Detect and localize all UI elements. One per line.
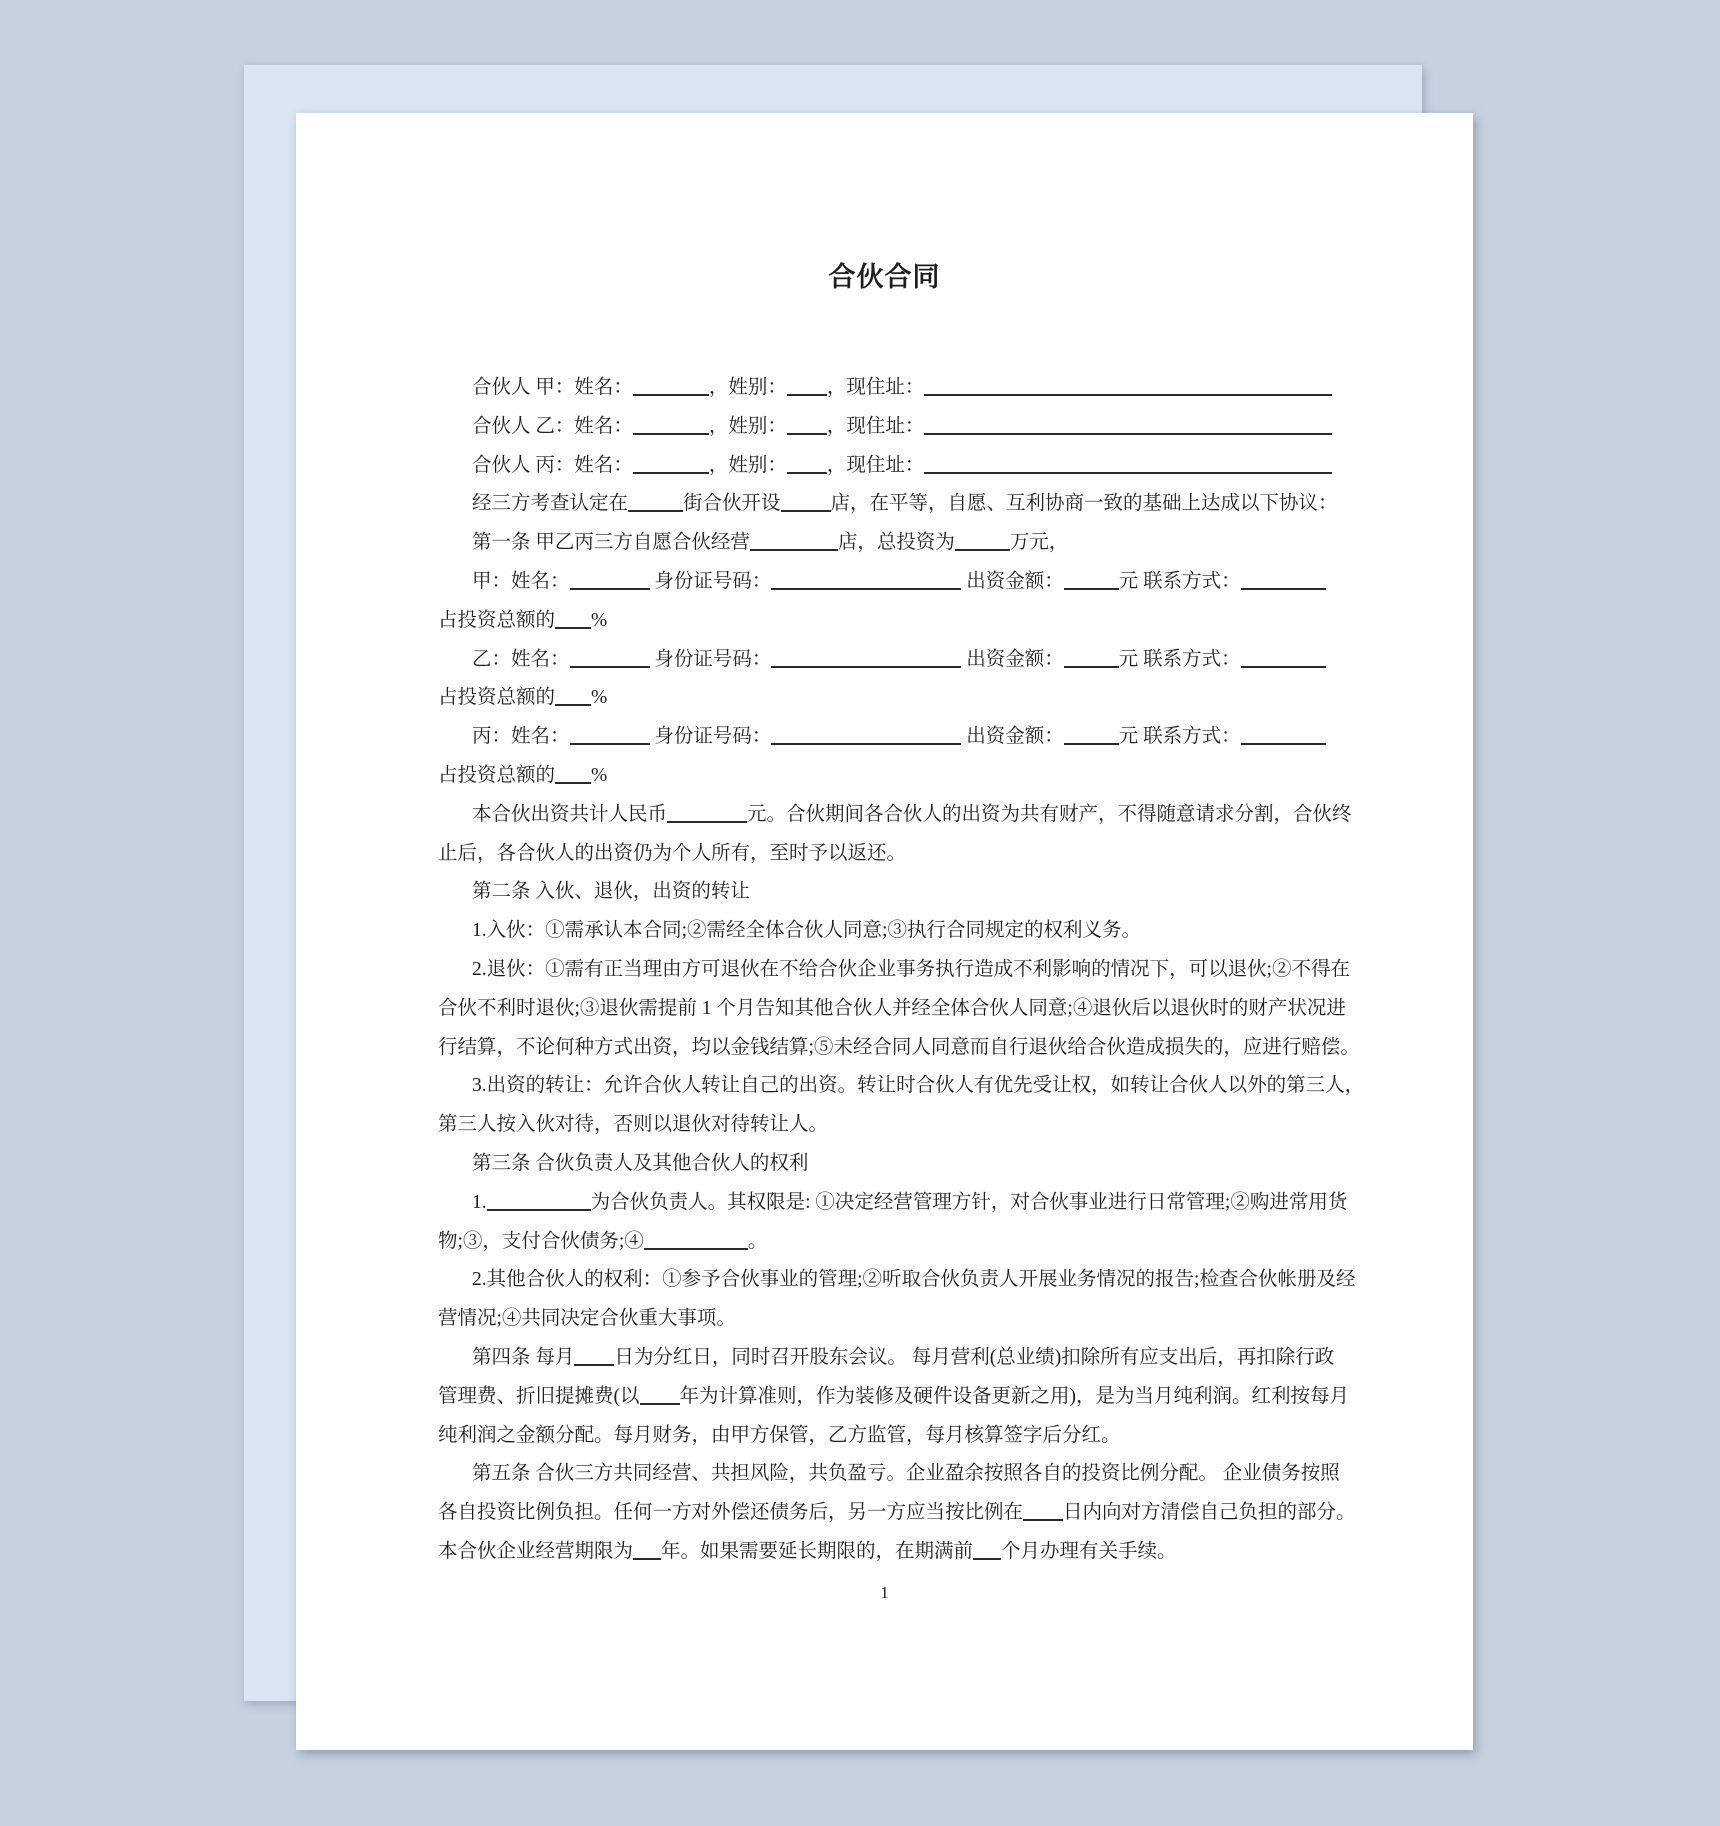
line-text: 止后，各合伙人的出资仍为个人所有，至时予以返还。 [438, 842, 907, 864]
document-line [438, 1455, 1340, 1494]
line-text: 合伙人 甲：姓名： [472, 377, 633, 398]
blank-field [555, 685, 591, 707]
document-line [438, 447, 1340, 486]
line-text: 营情况;④共同决定合伙重大事项。 [438, 1308, 736, 1330]
line-text: 本合伙出资共计人民币 [472, 803, 668, 825]
document-line [438, 1300, 1340, 1339]
line-text: 经三方考查认定在 [472, 493, 629, 515]
blank-field [633, 1538, 661, 1560]
line-text: 年。如果需要延长期限的，在期满前 [661, 1540, 974, 1562]
blank-field [487, 1189, 591, 1211]
blank-field [750, 530, 838, 552]
line-text: 第四条 每月 [472, 1346, 575, 1368]
document-line [438, 1261, 1356, 1300]
blank-field [1064, 568, 1119, 590]
line-text: 第五条 合伙三方共同经营、共担风险，共负盈亏。企业盈余按照各自的投资比例分配。 企业债务按照 [472, 1463, 1340, 1485]
line-text: 物;③，支付合伙债务;④ [438, 1230, 644, 1252]
line-text: 。 [747, 1230, 768, 1252]
page-number: 1 [880, 1582, 889, 1602]
document-line [438, 1494, 1356, 1533]
document-line [438, 1378, 1349, 1417]
blank-field [570, 568, 650, 590]
blank-field [1064, 646, 1119, 668]
document-line [438, 1533, 1340, 1572]
line-text: 各自投资比例负担。任何一方对外偿还债务后，另一方应当按比例在 [438, 1502, 1024, 1524]
line-text: 元 联系方式： [1118, 726, 1241, 748]
line-text: 占投资总额的 [438, 687, 556, 709]
line-text: 万元， [1009, 532, 1069, 554]
document-line [438, 485, 1340, 524]
line-text: ，姓别： [708, 377, 787, 398]
line-text: % [591, 687, 608, 709]
line-text: 元 联系方式： [1118, 570, 1241, 592]
line-text: 元 联系方式： [1118, 648, 1241, 670]
line-text: 乙：姓名： [472, 648, 570, 670]
blank-field [574, 1344, 614, 1366]
line-text: 日内向对方清偿自己负担的部分。 [1063, 1502, 1356, 1524]
document-line [438, 641, 1340, 680]
blank-field [1023, 1500, 1063, 1522]
line-text: 纯利润之金额分配。每月财务，由甲方保管，乙方监管，每月核算签字后分红。 [438, 1424, 1121, 1446]
line-text: 1.入伙：①需承认本合同;②需经全体合伙人同意;③执行合同规定的权利义务。 [472, 920, 1141, 942]
document-line [438, 718, 1340, 757]
blank-field [633, 452, 709, 474]
document-line [438, 1184, 1348, 1223]
line-text: ，姓别： [708, 415, 787, 437]
document-line [438, 602, 1340, 641]
line-text: 第一条 甲乙丙三方自愿合伙经营 [472, 532, 750, 554]
blank-field [628, 491, 683, 513]
blank-field [781, 491, 831, 513]
line-text: 个月办理有关手续。 [1001, 1540, 1177, 1562]
document-body [296, 369, 1473, 1572]
blank-field [667, 801, 747, 823]
line-text: 出资金额： [961, 648, 1064, 670]
line-text: 元。合伙期间各合伙人的出资为共有财产，不得随意请求分割，合伙终 [747, 803, 1352, 825]
line-text: 行结算，不论何种方式出资，均以金钱结算;⑤未经合同人同意而自行退伙给合伙造成损失的，应进行赔偿。 [438, 1036, 1360, 1058]
blank-field [570, 646, 650, 668]
line-text: 年为计算准则，作为装修及硬件设备更新之用)，是为当月纯利润。红利按每月 [679, 1385, 1349, 1407]
document-line [438, 524, 1340, 563]
line-text: 身份证号码： [649, 726, 772, 748]
document-line [438, 1417, 1340, 1456]
document-line [438, 369, 1340, 408]
document-line [438, 951, 1351, 990]
blank-field [555, 762, 591, 784]
blank-field [787, 413, 827, 435]
line-text: 出资金额： [961, 570, 1064, 592]
line-text: 第三人按入伙对待，否则以退伙对待转让人。 [438, 1114, 829, 1136]
blank-field [924, 452, 1332, 474]
line-text: % [591, 609, 608, 631]
line-text: 店，总投资为 [837, 532, 955, 554]
blank-field [644, 1228, 748, 1250]
line-text: 日为分红日，同时召开股东会议。 每月营利(总业绩)扣除所有应支出后，再扣除行政 [614, 1346, 1335, 1368]
line-text: ，姓别： [708, 454, 787, 476]
blank-field [955, 530, 1010, 552]
line-text: 身份证号码： [649, 570, 772, 592]
document-line [438, 408, 1340, 447]
line-text: 占投资总额的 [438, 609, 556, 631]
blank-field [633, 413, 709, 435]
document-line [438, 679, 1340, 718]
line-text: 身份证号码： [649, 648, 772, 670]
line-text: 1. [472, 1191, 487, 1213]
blank-field [771, 568, 961, 590]
line-text: 合伙人 乙：姓名： [472, 415, 633, 437]
blank-field [771, 724, 961, 746]
line-text: 合伙人 丙：姓名： [472, 454, 633, 476]
document-line [438, 990, 1346, 1029]
line-text: 出资金额： [961, 726, 1064, 748]
document-line [438, 912, 1340, 951]
line-text: 甲：姓名： [472, 570, 570, 592]
line-text: 2.其他合伙人的权利：①参予合伙事业的管理;②听取合伙负责人开展业务情况的报告;检查合伙帐册及经 [472, 1269, 1356, 1291]
line-text: 3.出资的转让：允许合伙人转让自己的出资。转让时合伙人有优先受让权，如转让合伙人以外的第三人， [472, 1075, 1365, 1097]
document-line [438, 796, 1352, 835]
document-line [438, 1029, 1360, 1068]
line-text: 合伙不利时退伙;③退伙需提前 1 个月告知其他合伙人并经全体合伙人同意;④退伙后以退伙时的财产状况进 [438, 997, 1346, 1019]
line-text: 店，在平等，自愿、互利协商一致的基础上达成以下协议： [830, 493, 1338, 515]
blank-field [633, 375, 709, 397]
document-line [438, 873, 1340, 912]
line-text: 第二条 入伙、退伙，出资的转让 [472, 881, 750, 903]
blank-field [640, 1383, 680, 1405]
line-text: 管理费、折旧提摊费(以 [438, 1385, 640, 1407]
line-text: 第三条 合伙负责人及其他合伙人的权利 [472, 1152, 809, 1174]
line-text: % [591, 764, 608, 786]
line-text: ，现住址： [826, 454, 925, 476]
document-line [438, 1145, 1340, 1184]
contract-page[interactable] [296, 113, 1473, 1750]
blank-field [924, 375, 1332, 397]
line-text: 街合伙开设 [683, 493, 781, 515]
blank-field [1241, 646, 1326, 668]
blank-field [924, 413, 1332, 435]
document-line [438, 757, 1340, 796]
line-text: 2.退伙：①需有正当理由方可退伙在不给合伙企业事务执行造成不利影响的情况下，可以退伙;②不得在 [472, 958, 1351, 980]
document-line [438, 1106, 1340, 1145]
line-text: 占投资总额的 [438, 764, 556, 786]
blank-field [1241, 568, 1326, 590]
blank-field [771, 646, 961, 668]
document-line [438, 835, 1340, 874]
document-line [438, 563, 1340, 602]
blank-field [787, 452, 827, 474]
blank-field [973, 1538, 1001, 1560]
blank-field [1241, 724, 1326, 746]
line-text: ，现住址： [826, 377, 925, 398]
document-line [438, 1223, 1340, 1262]
document-line [438, 1339, 1340, 1378]
line-text: 丙：姓名： [472, 726, 570, 748]
blank-field [787, 375, 827, 397]
line-text: ，现住址： [826, 415, 925, 437]
document-title: 合伙合同 [828, 262, 941, 292]
blank-field [1064, 724, 1119, 746]
blank-field [570, 724, 650, 746]
document-line [438, 1067, 1365, 1106]
line-text: 本合伙企业经营期限为 [438, 1540, 634, 1562]
blank-field [555, 607, 591, 629]
line-text: 为合伙负责人。其权限是: ①决定经营管理方针，对合伙事业进行日常管理;②购进常用货 [590, 1191, 1348, 1213]
